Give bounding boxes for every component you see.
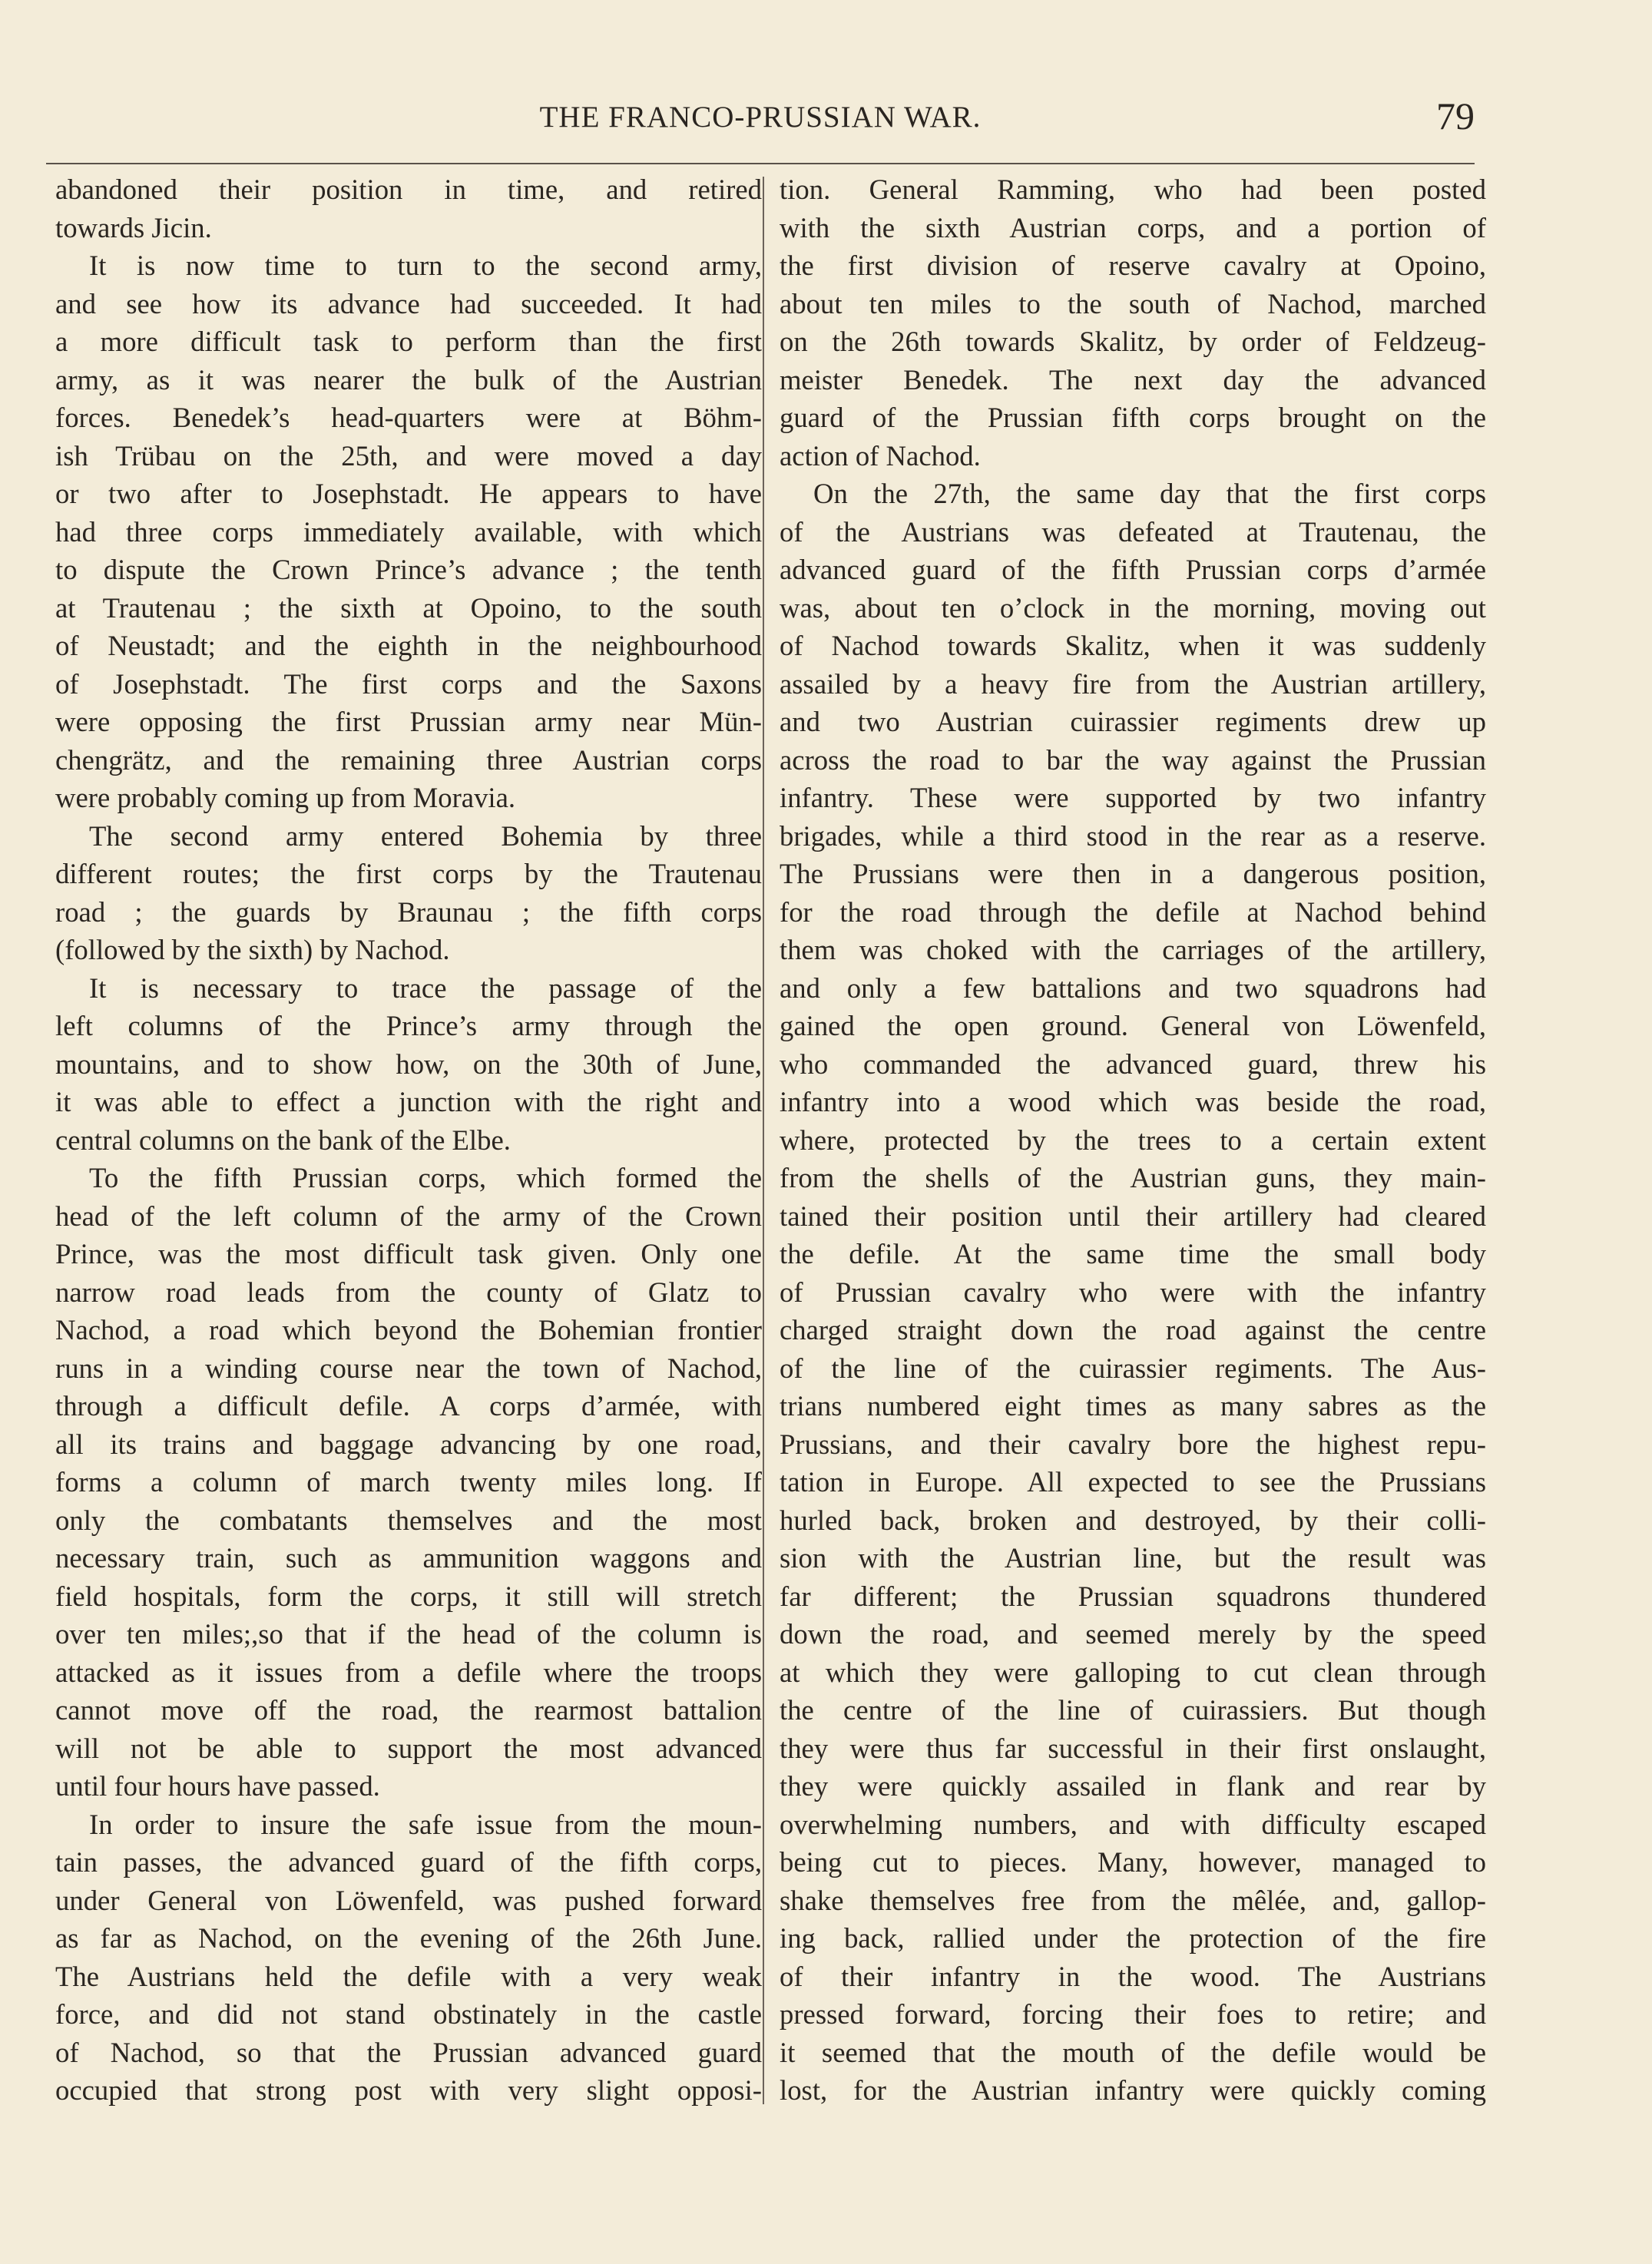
- text-line: left columns of the Prince’s army through the: [55, 1010, 762, 1041]
- text-line: them was choked with the carriages of the artillery,: [780, 934, 1486, 965]
- text-line: To the fifth Prussian corps, which formed the: [89, 1162, 762, 1193]
- text-line: trians numbered eight times as many sabres as the: [780, 1390, 1486, 1422]
- text-line: of Nachod, so that the Prussian advanced guard: [55, 2036, 762, 2068]
- text-line: charged straight down the road against the centre: [780, 1314, 1486, 1345]
- text-line: lost, for the Austrian infantry were quickly coming: [780, 2074, 1486, 2106]
- text-line: with the sixth Austrian corps, and a portion of: [780, 211, 1486, 243]
- text-line: through a difficult defile. A corps d’armée, with: [55, 1390, 762, 1422]
- text-line: pressed forward, forcing their foes to retire; and: [780, 1998, 1486, 2030]
- text-line: The second army entered Bohemia by three: [89, 819, 762, 852]
- text-line: head of the left column of the army of the Crown: [55, 1200, 762, 1232]
- text-line: for the road through the defile at Nachod behind: [780, 895, 1486, 928]
- text-line: down the road, and seemed merely by the speed: [780, 1618, 1486, 1650]
- text-line: runs in a winding course near the town of Nachod,: [55, 1352, 762, 1384]
- text-line: over ten miles;,so that if the head of the column is: [55, 1618, 762, 1650]
- text-line: different routes; the first corps by the Trautenau: [55, 858, 762, 889]
- text-line: or two after to Josephstadt. He appears to have: [55, 478, 762, 509]
- text-line: Prussians, and their cavalry bore the highest repu-: [780, 1428, 1486, 1460]
- text-line: Prince, was the most difficult task given. Only one: [55, 1238, 762, 1269]
- text-line: on the 26th towards Skalitz, by order of Feldzeug-: [780, 326, 1486, 357]
- text-line: forces. Benedek’s head-quarters were at Böhm-: [55, 402, 762, 433]
- text-line: brigades, while a third stood in the rear as a reserve.: [780, 819, 1486, 852]
- text-line: chengrätz, and the remaining three Austrian corps: [55, 743, 762, 776]
- text-line: being cut to pieces. Many, however, managed to: [780, 1846, 1486, 1878]
- text-line: infantry. These were supported by two infantry: [780, 782, 1486, 813]
- header-rule: [46, 163, 1475, 164]
- text-line: tation in Europe. All expected to see the Prussians: [780, 1466, 1486, 1498]
- text-line: occupied that strong post with very slight opposi-: [55, 2074, 762, 2106]
- text-line: cannot move off the road, the rearmost battalion: [55, 1694, 762, 1726]
- right-column: [780, 170, 1486, 2110]
- text-line: the centre of the line of cuirassiers. But though: [780, 1694, 1486, 1726]
- text-line: mountains, and to show how, on the 30th of June,: [55, 1048, 762, 1080]
- text-line: they were quickly assailed in flank and rear by: [780, 1770, 1486, 1802]
- text-line: guard of the Prussian fifth corps brought on the: [780, 402, 1486, 433]
- text-line: assailed by a heavy fire from the Austrian artillery,: [780, 667, 1486, 700]
- text-line: and only a few battalions and two squadrons had: [780, 971, 1486, 1004]
- text-line: it seemed that the mouth of the defile would be: [780, 2036, 1486, 2068]
- text-line: tained their position until their artillery had cleared: [780, 1200, 1486, 1232]
- text-line: and two Austrian cuirassier regiments drew up: [780, 706, 1486, 737]
- text-line: were probably coming up from Moravia.: [55, 782, 516, 813]
- text-line: It is necessary to trace the passage of the: [89, 971, 762, 1004]
- text-line: from the shells of the Austrian guns, they main-: [780, 1162, 1486, 1193]
- text-line: it was able to effect a junction with the right and: [55, 1086, 762, 1117]
- text-line: meister Benedek. The next day the advanced: [780, 363, 1486, 396]
- text-line: the defile. At the same time the small body: [780, 1238, 1486, 1269]
- text-line: In order to insure the safe issue from the moun-: [89, 1808, 762, 1840]
- text-line: ing back, rallied under the protection of the fire: [780, 1922, 1486, 1954]
- text-line: army, as it was nearer the bulk of the Austrian: [55, 363, 762, 396]
- column-divider: [763, 177, 764, 2104]
- text-line: ish Trübau on the 25th, and were moved a day: [55, 439, 762, 472]
- text-line: The Austrians held the defile with a very weak: [55, 1960, 762, 1992]
- text-line: of Neustadt; and the eighth in the neighbourhood: [55, 630, 762, 661]
- text-line: and see how its advance had succeeded. It had: [55, 287, 762, 319]
- left-column: [55, 170, 762, 2110]
- text-line: the first division of reserve cavalry at Opoino,: [780, 250, 1486, 281]
- text-line: The Prussians were then in a dangerous position,: [780, 858, 1486, 889]
- text-line: action of Nachod.: [780, 439, 981, 472]
- text-line: were opposing the first Prussian army near Mün-: [55, 706, 762, 737]
- text-line: will not be able to support the most advanced: [55, 1732, 762, 1764]
- text-line: a more difficult task to perform than the first: [55, 326, 762, 357]
- text-line: under General von Löwenfeld, was pushed forward: [55, 1884, 762, 1916]
- text-line: of the Austrians was defeated at Trautenau, the: [780, 515, 1486, 548]
- text-line: all its trains and baggage advancing by one road,: [55, 1428, 762, 1460]
- text-line: On the 27th, the same day that the first corps: [813, 478, 1486, 509]
- text-line: gained the open ground. General von Löwenfeld,: [780, 1010, 1486, 1041]
- running-title: THE FRANCO-PRUSSIAN WAR.: [539, 101, 982, 134]
- page-header: [46, 91, 1475, 152]
- text-line: field hospitals, form the corps, it still will stretch: [55, 1580, 762, 1612]
- text-line: only the combatants themselves and the most: [55, 1504, 762, 1536]
- text-line: where, protected by the trees to a certain extent: [780, 1124, 1486, 1156]
- text-line: advanced guard of the fifth Prussian corps d’armée: [780, 554, 1486, 585]
- text-line: tain passes, the advanced guard of the fifth corps,: [55, 1846, 762, 1878]
- page-number: 79: [1436, 94, 1475, 137]
- text-line: necessary train, such as ammunition waggons and: [55, 1542, 762, 1574]
- text-line: central columns on the bank of the Elbe.: [55, 1124, 511, 1156]
- text-line: shake themselves free from the mêlée, and, gallop-: [780, 1884, 1486, 1916]
- text-line: about ten miles to the south of Nachod, marched: [780, 287, 1486, 319]
- text-line: to dispute the Crown Prince’s advance ; the tenth: [55, 554, 762, 585]
- text-line: they were thus far successful in their first onslaught,: [780, 1732, 1486, 1764]
- text-line: was, about ten o’clock in the morning, moving out: [780, 591, 1486, 624]
- text-line: at which they were galloping to cut clean through: [780, 1656, 1486, 1688]
- text-line: attacked as it issues from a defile where the troops: [55, 1656, 762, 1688]
- text-line: overwhelming numbers, and with difficulty escaped: [780, 1808, 1486, 1840]
- text-line: forms a column of march twenty miles long. If: [55, 1466, 762, 1498]
- text-line: tion. General Ramming, who had been posted: [780, 174, 1486, 205]
- text-line: It is now time to turn to the second army,: [89, 250, 762, 281]
- text-line: who commanded the advanced guard, threw his: [780, 1048, 1486, 1080]
- text-line: hurled back, broken and destroyed, by their colli-: [780, 1504, 1486, 1536]
- text-line: (followed by the sixth) by Nachod.: [55, 934, 450, 965]
- text-line: Nachod, a road which beyond the Bohemian frontier: [55, 1314, 762, 1345]
- text-line: of Prussian cavalry who were with the infantry: [780, 1276, 1486, 1308]
- text-line: far different; the Prussian squadrons thundered: [780, 1580, 1486, 1612]
- text-line: towards Jicin.: [55, 211, 212, 243]
- text-line: of their infantry in the wood. The Austrians: [780, 1960, 1486, 1992]
- text-line: of Josephstadt. The first corps and the Saxons: [55, 667, 762, 700]
- text-line: at Trautenau ; the sixth at Opoino, to the south: [55, 591, 762, 624]
- text-line: abandoned their position in time, and retired: [55, 174, 762, 205]
- text-line: sion with the Austrian line, but the result was: [780, 1542, 1486, 1574]
- text-line: until four hours have passed.: [55, 1770, 380, 1802]
- text-line: across the road to bar the way against the Prussian: [780, 743, 1486, 776]
- text-line: had three corps immediately available, with which: [55, 515, 762, 548]
- text-line: force, and did not stand obstinately in the castle: [55, 1998, 762, 2030]
- text-line: infantry into a wood which was beside the road,: [780, 1086, 1486, 1117]
- text-line: of Nachod towards Skalitz, when it was suddenly: [780, 630, 1486, 661]
- text-line: narrow road leads from the county of Glatz to: [55, 1276, 762, 1308]
- text-line: road ; the guards by Braunau ; the fifth corps: [55, 895, 762, 928]
- text-line: of the line of the cuirassier regiments. The Aus-: [780, 1352, 1486, 1384]
- text-line: as far as Nachod, on the evening of the 26th June.: [55, 1922, 762, 1954]
